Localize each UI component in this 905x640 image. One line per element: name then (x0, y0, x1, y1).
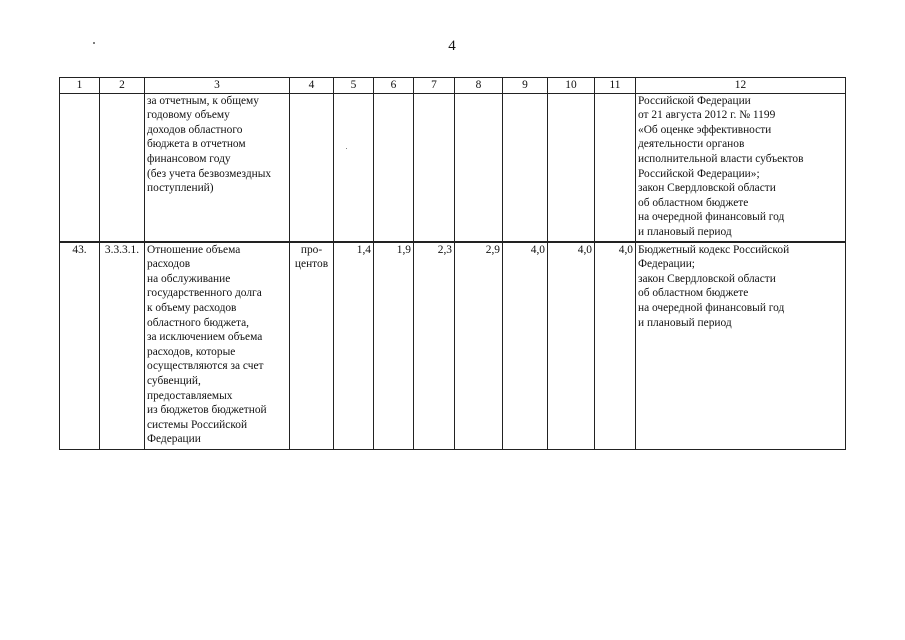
cell-text-line: от 21 августа 2012 г. № 1199 (638, 109, 776, 122)
row-cont-col9 (503, 93, 548, 241)
cell-text-line: на обслуживание (147, 272, 231, 285)
value-cell-7: 2,3 (414, 242, 455, 449)
page-number: 4 (448, 38, 456, 54)
row-cont-col6 (374, 93, 414, 241)
cell-text-line: про- (300, 243, 323, 256)
cell-text-line: за отчетным, к общему (147, 94, 259, 107)
cell-text-line: к объему расходов (147, 301, 237, 314)
header-cell-9: 9 (503, 78, 548, 94)
value-cell-6: 1,9 (374, 242, 414, 449)
legal-basis-cell (636, 93, 846, 241)
cell-text-line: предоставляемых (147, 389, 233, 402)
cell-text-line: из бюджетов бюджетной (147, 404, 267, 417)
header-cell-11: 11 (595, 78, 636, 94)
cell-text-line: поступлений) (147, 182, 214, 195)
cell-text-line: годовому объему (147, 109, 230, 122)
header-cell-10: 10 (548, 78, 595, 94)
unit-cell (290, 242, 334, 449)
document-table (59, 77, 846, 450)
cell-text-line: системы Российской (147, 418, 248, 431)
cell-text-line: расходов (147, 258, 191, 271)
cell-text-line: государственного долга (147, 287, 262, 300)
indicator-name-cell (145, 242, 290, 449)
cell-text-line: бюджета в отчетном (147, 138, 246, 151)
header-cell-5: 5 (334, 78, 374, 94)
header-cell-7: 7 (414, 78, 455, 94)
header-cell-3: 3 (145, 78, 290, 94)
header-cell-1: 1 (60, 78, 100, 94)
row-cont-col7 (414, 93, 455, 241)
scan-speck (93, 42, 95, 44)
value-cell-5: 1,4 (334, 242, 374, 449)
value-cell-9: 4,0 (503, 242, 548, 449)
cell-text-line: закон Свердловской области (638, 182, 776, 195)
cell-text-line: за исключением объема (147, 331, 263, 344)
cell-text-line: и плановый период (638, 316, 732, 329)
cell-text-line: на очередной финансовый год (638, 301, 785, 314)
cell-text-line: деятельности органов (638, 138, 745, 151)
value-cell-10: 4,0 (548, 242, 595, 449)
cell-text-line: «Об оценке эффективности (638, 123, 772, 136)
header-cell-6: 6 (374, 78, 414, 94)
row-cont-col10 (548, 93, 595, 241)
cell-text-line: центов (294, 258, 329, 271)
cell-text-line: финансовом году (147, 152, 231, 165)
row-cont-col4 (290, 93, 334, 241)
cell-text-line: субвенций, (147, 374, 201, 387)
table-row (60, 242, 846, 449)
cell-text-line: осуществляются за счет (147, 360, 264, 373)
row-number-cell: 43. (60, 242, 100, 449)
indicator-code-cell: 3.3.3.1. (100, 242, 145, 449)
cell-text-line: об областном бюджете (638, 196, 749, 209)
cell-text-line: закон Свердловской области (638, 272, 776, 285)
cell-text-line: Федерации; (638, 258, 695, 271)
cell-text-line: на очередной финансовый год (638, 211, 785, 224)
cell-text-line: Федерации (147, 433, 201, 446)
header-cell-8: 8 (455, 78, 503, 94)
header-cell-4: 4 (290, 78, 334, 94)
indicator-name-cell (145, 93, 290, 241)
cell-text-line: и плановый период (638, 225, 732, 238)
row-cont-col2 (100, 93, 145, 241)
cell-text-line: Российской Федерации»; (638, 167, 760, 180)
cell-text-line: об областном бюджете (638, 287, 749, 300)
cell-text-line: расходов, которые (147, 345, 236, 358)
cell-text-line: Отношение объема (147, 243, 241, 256)
row-cont-col5 (334, 93, 374, 241)
table-header-row (60, 78, 846, 94)
legal-basis-cell (636, 242, 846, 449)
header-cell-12: 12 (636, 78, 846, 94)
cell-text-line: Российской Федерации (638, 94, 751, 107)
cell-text-line: доходов областного (147, 123, 243, 136)
cell-text-line: областного бюджета, (147, 316, 250, 329)
value-cell-11: 4,0 (595, 242, 636, 449)
cell-text-line: исполнительной власти субъектов (638, 152, 804, 165)
value-cell-8: 2,9 (455, 242, 503, 449)
row-cont-col11 (595, 93, 636, 241)
table-row (60, 93, 846, 241)
row-cont-col8 (455, 93, 503, 241)
row-cont-col1 (60, 93, 100, 241)
cell-text-line: (без учета безвозмездных (147, 167, 272, 180)
cell-text-line: Бюджетный кодекс Российской (638, 243, 790, 256)
header-cell-2: 2 (100, 78, 145, 94)
